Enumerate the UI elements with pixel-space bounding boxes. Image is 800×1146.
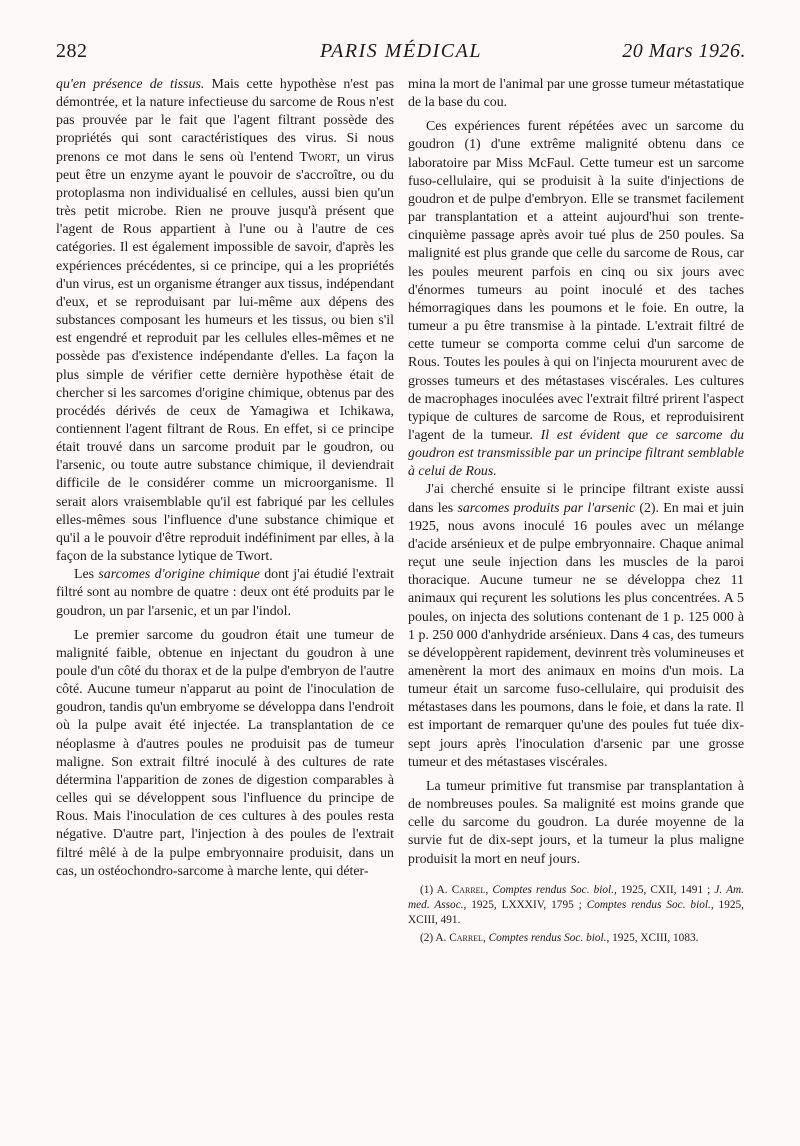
- journal-title: PARIS MÉDICAL: [320, 40, 482, 62]
- emphasis: sarcomes produits par l'arsenic: [457, 500, 636, 516]
- text-run: (2) A.: [420, 931, 450, 944]
- text-run: , 1925, XCIII, 1083.: [606, 931, 699, 944]
- text-run: ,: [482, 931, 489, 944]
- citation-title: Comptes rendus Soc. biol.: [488, 931, 607, 944]
- text-run: , 1925, LXXXIV, 1795 ;: [463, 898, 587, 911]
- paragraph: [56, 566, 394, 620]
- paragraph: La tumeur primitive fut transmise par transplantation à de nombreuses poules. Sa malignité est moins grande que celle du sarcome du goudron. La durée moyenne de la survie fut de dix-sept jours, et la tumeur la plus maligne produisit la mort en neuf jours.: [408, 778, 744, 867]
- emphasis: sarcomes d'origine chimique: [98, 567, 260, 583]
- text-run: , 1925, CXII, 1491 ;: [614, 883, 715, 896]
- emphasis: Il est évident que ce sarcome du goudron est transmissible par un principe filtrant semblable à celui de Rous.: [408, 427, 744, 480]
- text-run: Ces expériences furent répétées avec un sarcome du goudron (1) d'une extrême malignité obtenu dans ce laboratoire par Miss McFaul. Cette tumeur est un sarcome fuso-cellulaire, qui se produisit à la suite d'injections de goudron et de pulpe d'embryon. Elle se transmet facilement par transplantation et a atteint aujourd'hui son trente-cinquième passage après avoir tué plus de 250 poules. Sa malignité est plus grande que celle du sarcome de Rous, car les poules meurent parfois en cinq ou six jours avec d'énormes tumeurs au point inoculé et des taches hémorragiques dans les poumons et le foie. En outre, la tumeur a pu être transmise à la pintade. L'extrait filtré de cette tumeur se comporta comme celui d'un sarcome de Rous. Toutes les poules à qui on l'injecta moururent avec de grosses tumeurs et des métastases viscérales. Les cultures de macrophages inoculées avec l'extrait filtré prirent l'aspect typique de cultures de sarcome de Rous, et reproduisirent l'agent de la tumeur.: [408, 119, 744, 443]
- right-column: [408, 76, 744, 949]
- footnotes: [408, 883, 744, 946]
- paragraph: [56, 76, 394, 566]
- text-run: Mais cette hypothèse n'est pas démontrée, et la nature infectieuse du sarcome de Rous n'est pas prouvée par le fait que l'agent filtrant possède des propriétés qui sont caractéristiques des virus. Si nous prenons ce mot dans le sens où l'entend: [56, 77, 394, 165]
- footnote: [408, 883, 744, 928]
- footnote: [408, 931, 744, 946]
- emphasis: qu'en présence de tissus.: [56, 77, 205, 92]
- text-run: , un virus peut être un enzyme ayant le pouvoir de s'accroître, ou du protoplasma non individualisé en cellules, aussi bien qu'un très petit microbe. Rien ne prouve jusqu'à présent que l'agent de Rous appartient à l'une ou à l'autre de ces catégories. Il est également impossible de savoir, d'après les expériences précédentes, si ce principe, qui a les propriétés d'un virus, est un organisme étranger aux tissus, indépendant d'eux, et se reproduisant par lui-même aux dépens des substances composant les humeurs et les tissus, ou bien s'il est engendré et reproduit par les cellules elles-mêmes et ne possède pas d'existence indépendante d'elles. La façon la plus simple de vérifier cette dernière hypothèse était de chercher si les sarcomes d'origine chimique, obtenus par des procédés dérivés de ceux de Yamagiwa et Ichikawa, contiennent l'agent filtrant de Rous. En effet, si ce principe était trouvé dans un sarcome produit par le goudron, ou l'arsenic, ou toute autre substance chimique, il deviendrait difficile de le considérer comme un microorganisme. Il serait alors vraisemblable qu'il est fabriqué par les cellules elles-mêmes sous l'influence d'une substance chimique et qu'il a le pouvoir d'être reproduit indéfiniment par elles, à la façon de la substance lytique de Twort.: [56, 149, 394, 565]
- paragraph: Le premier sarcome du goudron était une tumeur de malignité faible, obtenue en injectant du goudron à une poule d'un côté du thorax et de la pulpe d'embryon de l'autre côté. Aucune tumeur n'apparut au point de l'inoculation de goudron, tandis qu'un embryome se développa dans l'endroit où la pulpe avait été injectée. La transplantation de ce néoplasme à d'autres poules ne produisit pas de tumeur maligne. Son extrait filtré inoculé à des cultures de rate détermina l'apparition de zones de digestion comparables à celles qui se développent sous l'influence du principe de Rous. Mais l'inoculation de ces cultures à des poules resta négative. D'autre part, l'injection à des poules de l'extrait filtré mêlé à de la pulpe embryonnaire produisit, dans un cas, un ostéochondro-sarcome à marche lente, qui déter-: [56, 627, 394, 879]
- citation-title: Comptes rendus Soc. biol.: [586, 898, 711, 911]
- citation-title: Comptes rendus Soc. biol.: [492, 883, 614, 896]
- paragraph: [408, 481, 744, 772]
- text-run: dont j'ai étudié l'extrait filtré sont au nombre de quatre : deux ont été produits par le goudron, un par l'arsenic, et un par l'indol.: [56, 567, 394, 619]
- running-header: [56, 40, 746, 66]
- paragraph: mina la mort de l'animal par une grosse tumeur métastatique de la base du cou.: [408, 77, 744, 111]
- issue-date: 20 Mars 1926.: [622, 40, 746, 62]
- author-name: Twort: [299, 149, 337, 165]
- text-run: Les: [74, 567, 99, 583]
- text-run: J'ai cherché ensuite si le principe filtrant existe aussi dans les: [408, 482, 744, 516]
- author-name: Carrel: [451, 883, 486, 896]
- paragraph: [408, 118, 744, 481]
- text-run: ,: [485, 883, 493, 896]
- author-name: Carrel: [449, 931, 483, 944]
- left-column: [56, 76, 394, 881]
- text-run: , 1925, XCIII, 491.: [408, 898, 744, 926]
- text-run: (1) A.: [420, 883, 452, 896]
- page-number: 282: [56, 40, 88, 62]
- citation-title: J. Am. med. Assoc.: [408, 883, 744, 911]
- text-run: (2). En mai et juin 1925, nous avons inoculé 16 poules avec un mélange d'acide arsénieux et de pulpe embryonnaire. Chaque animal reçut une seule injection dans les muscles de la paroi thoracique. Aucune tumeur ne se développa chez 11 animaux qui reçurent les solutions les plus concentrées. A 5 poules, on injecta des solutions contenant de 1 p. 125 000 à 1 p. 250 000 d'anhydride arsénieux. Dans 4 cas, des tumeurs se développèrent rapidement, devinrent très volumineuses et amenèrent la mort des animaux en moins d'un mois. La tumeur était un sarcome fuso-cellulaire, qui produisit des métastases dans les poumons, dans le foie, et dans la rate. Il est important de remarquer qu'une des poules fut tuée dix-sept jours après l'inoculation d'arsenic par une grosse tumeur et des métastases viscérales.: [408, 500, 745, 770]
